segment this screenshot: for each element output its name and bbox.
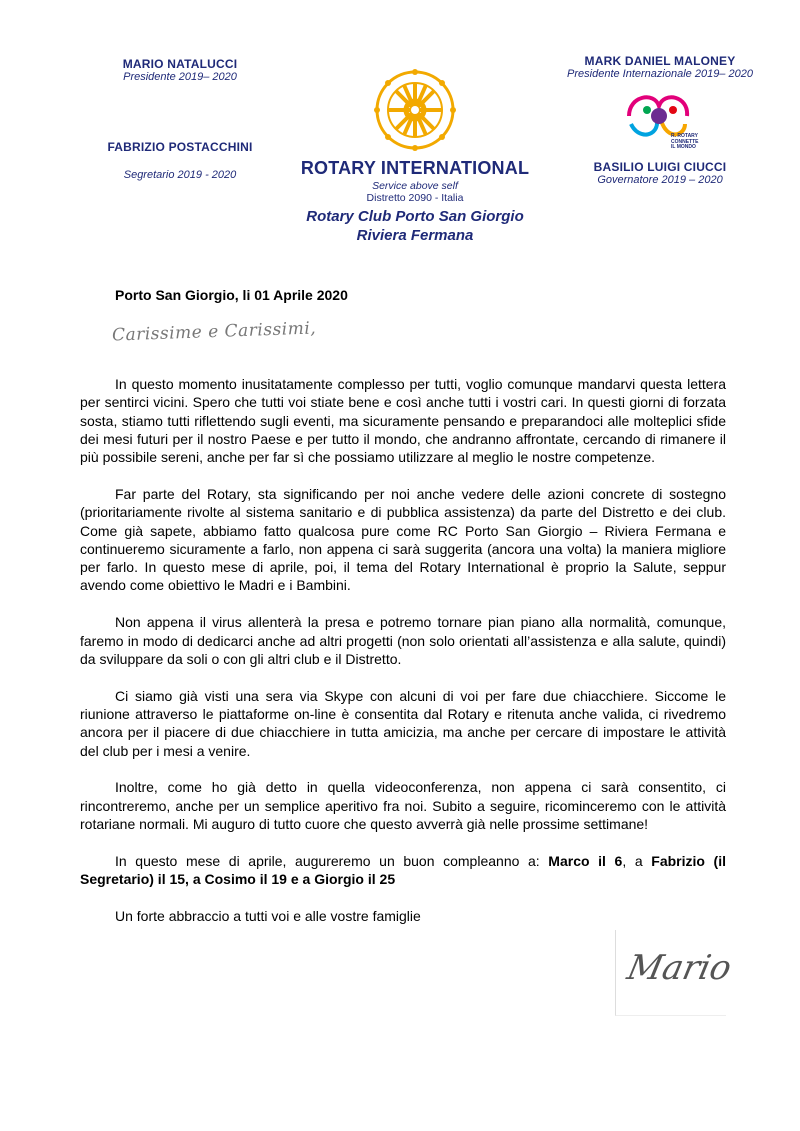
letter-body: [80, 375, 726, 944]
paragraph: Non appena il virus allenterà la presa e potremo tornare pian piano alla normalità, comunque, faremo in modo di dedicarci anche ad altri progetti (non solo orientati all’assistenza e alla salute, quindi) da sviluppare da soli o con gli altri club e il Distretto.: [80, 614, 726, 667]
rotary-wheel-logo: [373, 68, 457, 152]
officer-governor-name: BASILIO LUIGI CIUCCI: [593, 160, 727, 174]
officer-secretary-name: FABRIZIO POSTACCHINI: [107, 140, 253, 154]
letter-date: Porto San Giorgio, li 01 Aprile 2020: [115, 287, 348, 303]
district: Distretto 2090 - Italia: [366, 192, 464, 204]
club-name-line2: Riviera Fermana: [356, 227, 474, 244]
paragraph: In questo momento inusitatamente complesso per tutti, voglio comunque mandarvi questa lettera per sentirci vicini. Spero che tutti voi stiate bene e così anche tutti i vostri cari. In questi giorni di forzata sosta, stiamo tutti riflettendo sugli eventi, ma sicuramente pensando e preparandoci alle molteplici sfide dei mesi futuri per il nostro Paese e per tutto il mondo, che andranno affrontate, cercando di rimanere il più possibile sereni, anche per far sì che possiamo utilizzare al meglio le nostre competenze.: [80, 376, 726, 466]
signature: [615, 930, 735, 1016]
birthday-name-2: Fabrizio (il Segretario) il 15, a Cosimo il 19 e a Giorgio il 25: [80, 852, 726, 888]
birthday-paragraph: [80, 852, 726, 889]
rotary-header: [290, 68, 540, 204]
birthday-sep: , a: [622, 852, 652, 869]
club-name: [240, 207, 590, 245]
left-officers: [80, 57, 280, 181]
paragraph: Ci siamo già visti una sera via Skype con alcuni di voi per fare due chiacchiere. Siccome le riunione attraverso le piattaforme on-line è consentita dal Rotary e ritenuta anche valida, ci rivedremo ancora per il piacere di due chiacchiere in tutta amicizia, ma anche per cercare di impostare le attività del club per i mesi a venire.: [80, 687, 726, 759]
club-name-line1: Rotary Club Porto San Giorgio: [306, 208, 524, 225]
officer-intl-president-role: Presidente Internazionale 2019– 2020: [567, 68, 753, 80]
paragraph: Inoltre, come ho già detto in quella videoconferenza, non appena ci sarà consentito, ci rincontreremo, anche per un semplice aperitivo fra noi. Subito a seguire, ricominceremo con le attività rotariane normali. Mi auguro di tutto cuore che questo avverrà già nelle prossime settimane!: [80, 779, 726, 832]
org-name: ROTARY INTERNATIONAL: [300, 158, 530, 178]
birthday-intro: In questo mese di aprile, augureremo un buon compleanno a:: [115, 852, 549, 869]
officer-president-name: MARIO NATALUCCI: [122, 57, 238, 71]
theme-logo-text: R. ROTARY CONNETTE IL MONDO: [671, 133, 699, 150]
rotary-connects-logo: [619, 86, 701, 156]
officer-president-role: Presidente 2019– 2020: [123, 71, 237, 83]
closing-line: Un forte abbraccio a tutti voi e alle vostre famiglie: [115, 907, 421, 924]
signature-text: Mario: [623, 948, 735, 988]
officer-intl-president-name: MARK DANIEL MALONEY: [584, 54, 736, 68]
right-officers: [545, 54, 775, 186]
motto: Service above self: [372, 180, 458, 192]
officer-governor-role: Governatore 2019 – 2020: [597, 174, 723, 186]
birthday-name-1: Marco il 6: [548, 852, 623, 869]
handwritten-greeting: Carissime e Carissimi,: [111, 318, 317, 346]
paragraph: Far parte del Rotary, sta significando per noi anche vedere delle azioni concrete di sostegno (prioritariamente rivolte al sistema sanitario e di pubblica assistenza) da parte del Distretto e dei club. Come già sapete, abbiamo fatto qualcosa pure come RC Porto San Giorgio – Riviera Fermana e continueremo sicuramente a farlo, non appena ci sarà suggerita (ancora una volta) la maniera migliore per farlo. In questo mese di aprile, poi, il tema del Rotary International è proprio la Salute, seppur avendo come obiettivo le Madri e i Bambini.: [80, 485, 726, 594]
officer-secretary-role: Segretario 2019 - 2020: [123, 169, 237, 181]
